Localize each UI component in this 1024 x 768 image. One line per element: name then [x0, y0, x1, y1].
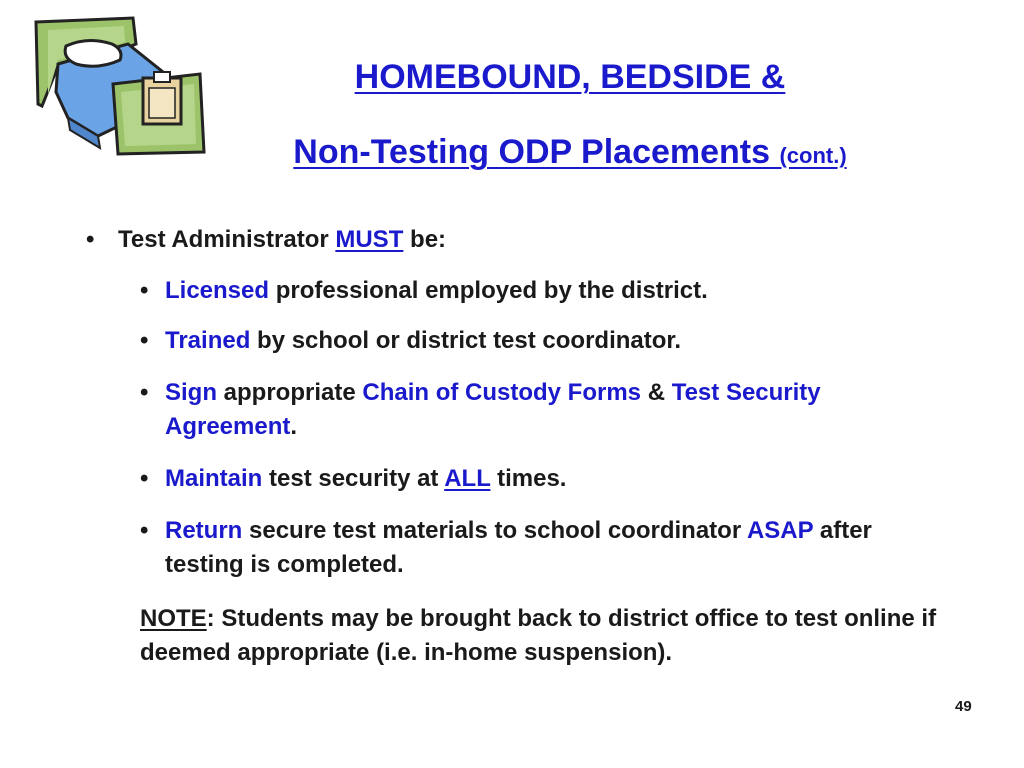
- bed-clipart-icon: [28, 14, 218, 164]
- sub-bullet-text: test security at: [262, 465, 445, 492]
- highlight-asap: ASAP: [746, 517, 814, 544]
- sub-bullet-text: after testing is completed.: [165, 517, 872, 578]
- bullet-dot: •: [140, 327, 149, 354]
- bullet-dot: •: [140, 465, 149, 492]
- page-number: 49: [955, 698, 972, 715]
- bullet-dot: •: [140, 517, 149, 544]
- main-bullet: [86, 226, 446, 254]
- highlight-licensed: Licensed: [165, 277, 270, 304]
- bullet-dot: •: [140, 379, 149, 406]
- bullet-dot: •: [86, 226, 95, 253]
- main-bullet-suffix: be:: [403, 226, 447, 253]
- note: [140, 602, 990, 670]
- highlight-return: Return: [165, 517, 243, 544]
- highlight-trained: Trained: [165, 327, 251, 354]
- sub-bullet-text: times.: [490, 465, 567, 492]
- bullet-dot: •: [140, 277, 149, 304]
- sub-bullet-text: professional employed by the district.: [269, 277, 708, 304]
- sub-bullet-return: [140, 514, 950, 582]
- title-line-2: [200, 133, 940, 172]
- highlight-test-security-agreement: Test Security Agreement: [165, 379, 821, 440]
- sub-bullet-text: secure test materials to school coordinator: [242, 517, 747, 544]
- highlight-sign: Sign: [165, 379, 217, 406]
- note-text: : Students may be brought back to district office to test online if deemed appropriate (i.e. in-home suspension).: [140, 605, 937, 666]
- sub-bullet-maintain: [140, 462, 970, 496]
- sub-bullet-sign: [140, 376, 950, 444]
- all-emphasis: ALL: [444, 465, 491, 492]
- note-label: NOTE: [140, 605, 207, 632]
- sub-bullet-licensed: [140, 274, 970, 308]
- highlight-chain-of-custody: Chain of Custody Forms: [362, 379, 642, 406]
- sub-bullet-text: .: [290, 413, 298, 440]
- main-bullet-prefix: Test Administrator: [118, 226, 336, 253]
- must-emphasis: MUST: [335, 226, 404, 253]
- title-line-2-main: Non-Testing ODP Placements: [293, 133, 771, 171]
- sub-bullet-text: appropriate: [217, 379, 363, 406]
- highlight-maintain: Maintain: [165, 465, 263, 492]
- title-cont-label: (cont.): [779, 143, 847, 168]
- title-line-1: HOMEBOUND, BEDSIDE &: [354, 58, 786, 96]
- sub-bullet-text: &: [641, 379, 672, 406]
- sub-bullet-trained: [140, 324, 970, 358]
- sub-bullet-text: by school or district test coordinator.: [250, 327, 682, 354]
